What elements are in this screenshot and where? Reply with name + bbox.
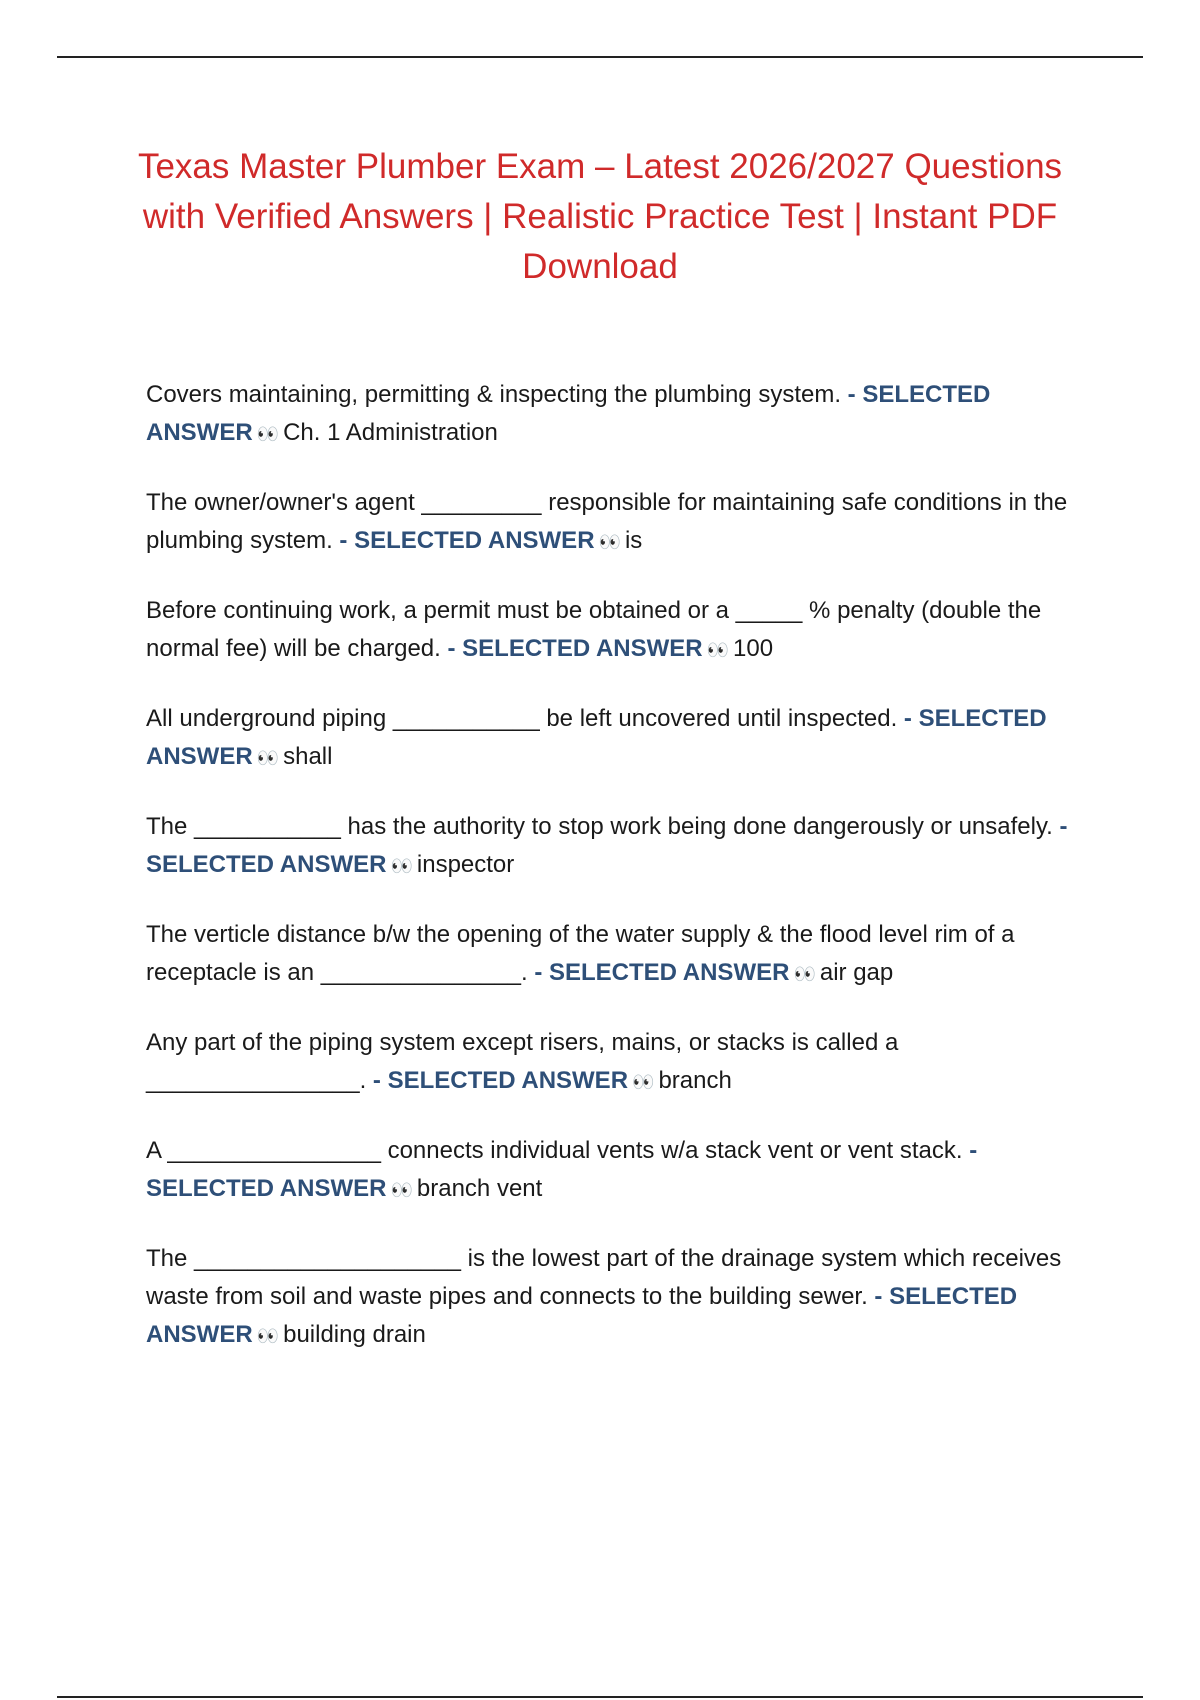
question-prompt: The ____________________ is the lowest part of the drainage system which receives waste from soil and waste pipes and connects to the building sewer. (146, 1245, 1062, 1310)
question-prompt: All underground piping ___________ be left uncovered until inspected. (146, 705, 904, 732)
eyes-icon: 👀 (256, 748, 278, 768)
answer-label: - SELECTED ANSWER (447, 635, 703, 662)
document-title: Texas Master Plumber Exam – Latest 2026/2027 Questions with Verified Answers | Realistic Practice Test | Instant PDF Download (137, 147, 1063, 286)
question-prompt: Before continuing work, a permit must be obtained or a _____ % penalty (double the normal fee) will be charged. (146, 597, 1042, 662)
question-prompt: A ________________ connects individual vents w/a stack vent or vent stack. (146, 1137, 970, 1164)
answer-text: building drain (283, 1321, 426, 1348)
eyes-icon: 👀 (256, 424, 278, 444)
answer-text: shall (283, 743, 333, 770)
answer-label: - SELECTED ANSWER (146, 381, 991, 446)
answer-text: inspector (416, 851, 515, 878)
question-prompt: The ___________ has the authority to stop work being done dangerously or unsafely. (146, 813, 1060, 840)
answer-text: branch (658, 1067, 732, 1094)
answer-label: - SELECTED ANSWER (146, 1283, 1018, 1348)
question-item (146, 1132, 1092, 1209)
answer-text: Ch. 1 Administration (283, 419, 498, 446)
question-item (146, 808, 1092, 885)
question-list (146, 376, 1092, 1386)
question-prompt: Any part of the piping system except risers, mains, or stacks is called a ________________. (146, 1029, 899, 1094)
eyes-icon: 👀 (632, 1072, 653, 1092)
top-rule (57, 56, 1143, 58)
eyes-icon: 👀 (390, 856, 411, 876)
answer-text: branch vent (416, 1175, 543, 1202)
question-item (146, 592, 1092, 669)
question-prompt: Covers maintaining, permitting & inspecting the plumbing system. (146, 381, 848, 408)
eyes-icon: 👀 (706, 640, 728, 660)
answer-label: - SELECTED ANSWER (339, 527, 595, 554)
answer-text: 100 (733, 635, 774, 662)
eyes-icon: 👀 (598, 532, 619, 552)
answer-text: is (624, 527, 643, 554)
eyes-icon: 👀 (256, 1326, 278, 1346)
question-item (146, 1240, 1092, 1355)
question-item (146, 916, 1092, 993)
answer-label: - SELECTED ANSWER (146, 813, 1068, 878)
answer-label: - SELECTED ANSWER (534, 959, 790, 986)
question-item (146, 484, 1092, 561)
answer-label: - SELECTED ANSWER (146, 1137, 978, 1202)
answer-text: air gap (819, 959, 894, 986)
eyes-icon: 👀 (390, 1180, 411, 1200)
question-item (146, 700, 1092, 777)
question-prompt: The verticle distance b/w the opening of the water supply & the flood level rim of a receptacle is an _______________. (146, 921, 1015, 986)
question-item (146, 376, 1092, 453)
question-prompt: The owner/owner's agent _________ responsible for maintaining safe conditions in the plumbing system. (146, 489, 1068, 554)
answer-label: - SELECTED ANSWER (372, 1067, 629, 1094)
question-item (146, 1024, 1092, 1101)
bottom-rule (57, 1696, 1143, 1698)
eyes-icon: 👀 (793, 964, 814, 984)
answer-label: - SELECTED ANSWER (146, 705, 1047, 770)
